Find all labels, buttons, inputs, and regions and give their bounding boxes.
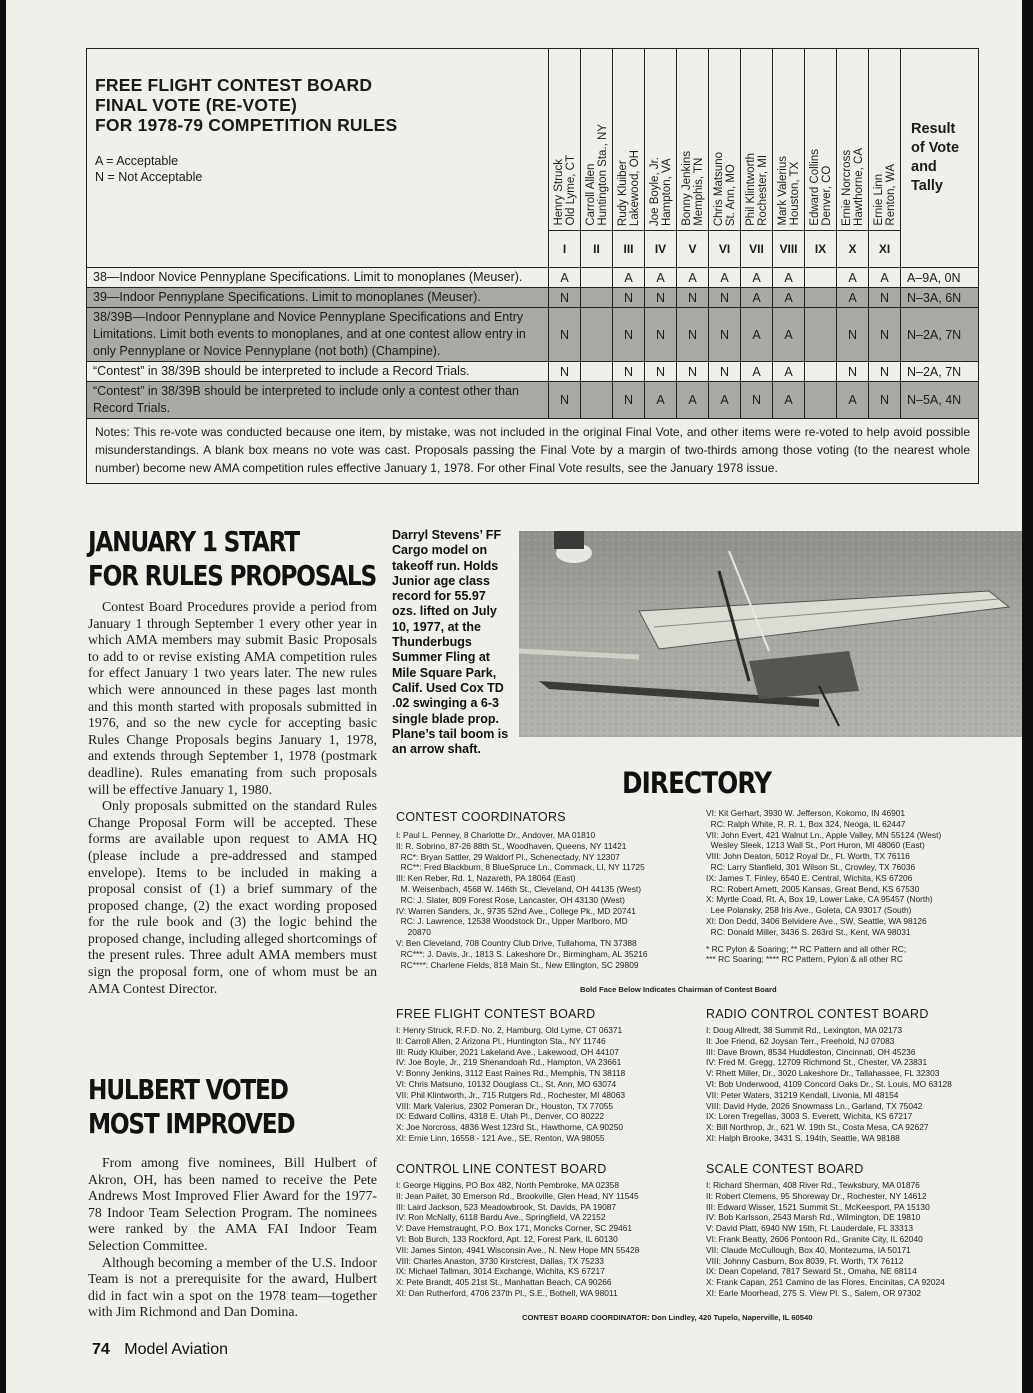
directory-entry: RC: Larry Stanfield, 301 Wilson St., Crowley, TX 76036 [706,861,916,872]
directory-entry: X: Myrtle Coad, Rt. A, Box 19, Lower Lake, CA 95457 (North) [706,894,933,905]
vote-cell [581,382,613,419]
result-header: Result of Vote and Tally [901,49,979,268]
directory-entry: RC: Donald Miller, 3436 S. 263rd St., Kent, WA 98031 [706,926,911,937]
vote-cell: N [677,362,709,382]
vote-cell: N [549,288,581,308]
directory-entry: XI: Dan Rutherford, 4706 237th Pl., S.E., Bothell, WA 98011 [396,1287,618,1298]
directory-entry: V: Dave Hemstraught, P.O. Box 171, Moncks Corner, SC 29461 [396,1223,633,1234]
scale-board-list [706,1180,1006,1299]
directory-entry: X: Frank Capan, 251 Camino de las Flores, Encinitas, CA 92024 [706,1277,945,1288]
vote-cell: A [773,382,805,419]
vote-cell: N [613,382,645,419]
directory-entry: X: Joe Norcross, 4836 West 123rd St., Hawthorne, CA 90250 [396,1122,624,1133]
directory-entry: IV: Bob Karlsson, 2543 Marsh Rd., Wilmington, DE 19810 [706,1212,921,1223]
directory-entry: V: Rhett Miller, Dr., 3020 Lakeshore Dr., Tallahassee, FL 32303 [706,1068,940,1079]
directory-entry: IX: Michael Tallman, 3014 Exchange, Wichita, KS 67217 [396,1266,605,1277]
member-name: Chris Matsuno St. Ann, MO [712,151,737,226]
directory-entry: * RC Pylon & Soaring; ** RC Pattern and all other RC; [706,943,907,954]
vote-cell: N [709,288,741,308]
member-header-cell [773,49,805,231]
directory-entry: VIII: John Deaton, 5012 Royal Dr., Ft. Worth, TX 76116 [706,851,910,862]
directory-entry: I: Henry Struck, R.F.D. No. 2, Hamburg, Old Lyme, CT 06371 [396,1025,623,1035]
vote-cell: A [613,268,645,288]
district-number: III [613,230,645,267]
vote-cell: A [677,268,709,288]
vote-cell: A [741,308,773,362]
district-number: VI [709,230,741,267]
directory-entry: RC**: Fred Blackburn, 8 BlueSpruce Ln., Commack, LI, NY 11725 [396,862,645,873]
vote-cell: N [741,382,773,419]
directory-entry: VI: Chris Matsuno, 10132 Douglass Ct., St. Ann, MO 63074 [396,1078,617,1089]
directory-entry: RC: Ralph White, R. R. 1, Box 324, Neoga, IL 62447 [706,818,906,829]
hulbert-article [88,1073,388,1141]
directory-entry: III: Rudy Kluiber, 2021 Lakeland Ave., Lakewood, OH 44107 [396,1046,619,1057]
vote-cell: A [837,268,869,288]
vote-cell: N [709,308,741,362]
vote-cell: A [773,268,805,288]
directory-entry: I: Richard Sherman, 408 River Rd., Tewksbury, MA 01876 [706,1180,920,1190]
vote-cell: A [773,362,805,382]
vote-cell: N [869,308,901,362]
vote-cell: N [549,362,581,382]
district-number: II [581,230,613,267]
directory-entry: V: David Platt, 6940 NW 15th, Ft. Lauderdale, FL 33313 [706,1223,914,1234]
directory-entry: II: Robert Clemens, 95 Shoreway Dr., Rochester, NY 14612 [706,1190,927,1201]
directory-entry: VI: Kit Gerhart, 3930 W. Jefferson, Kokomo, IN 46901 [706,808,906,818]
vote-cell: N [837,308,869,362]
vote-cell: A [741,268,773,288]
vote-cell: N [645,362,677,382]
directory-entry: *** RC Soaring; **** RC Pattern, Pylon & all other RC [706,954,903,965]
proposal-row [87,362,979,382]
directory-entry: IV: Fred M. Gregg, 12709 Richmond St., Chester, VA 23831 [706,1057,928,1068]
vote-cell: A [709,268,741,288]
member-name: Phil Klintworth Rochester, MI [744,152,769,226]
proposal-text: 39—Indoor Pennyplane Specifications. Limit to monoplanes (Meuser). [87,288,549,308]
directory-entry: VIII: David Hyde, 2026 Snowmass Ln., Garland, TX 75042 [706,1100,923,1111]
vote-cell [581,268,613,288]
member-name: Henry Struck Old Lyme, CT [552,155,577,226]
member-header-cell [581,49,613,231]
cargo-model-illustration [519,531,1022,737]
district-number: IX [805,230,837,267]
directory-title: DIRECTORY [622,766,772,800]
directory-entry: VIII: Johnny Casburn, Box 8039, Ft. Worth, TX 76112 [706,1255,904,1266]
radio-control-board-list [706,1025,1006,1144]
directory-entry: VII: Claude McCullough, Box 40, Montezuma, IA 50171 [706,1244,911,1255]
contest-coordinators-list-2 [706,808,1006,965]
vote-cell: A [741,362,773,382]
directory-entry: RC****: Charlene Fields, 818 Main St., New Ellington, SC 29809 [396,959,639,970]
directory-entry: VIII: Mark Valerius, 2302 Pomeran Dr., Houston, TX 77055 [396,1100,614,1111]
vote-cell [805,382,837,419]
vote-cell: N [677,308,709,362]
vote-cell: A [677,382,709,419]
directory-entry: M. Weisenbach, 4568 W. 146th St., Cleveland, OH 44135 (West) [396,883,642,894]
vote-cell [805,362,837,382]
member-header-cell [709,49,741,231]
directory-entry: III: Edward Wisser, 1521 Summit St., McKeesport, PA 15130 [706,1201,930,1212]
directory-entry: VII: John Evert, 421 Walnut Ln., Apple Valley, MN 55124 (West) [706,829,942,840]
directory-entry: I: Paul L. Penney, 8 Charlotte Dr., Andover, MA 01810 [396,830,596,840]
vote-table-title-cell [87,49,549,268]
directory-entry: VIII: Charles Anaston, 3730 Kirstcrest, Dallas, TX 75233 [396,1255,604,1266]
directory-entry: II: Joe Friend, 62 Joysan Terr., Freehold, NJ 07083 [706,1035,895,1046]
directory-entry: RC***: J. Davis, Jr., 1813 S. Lakeshore Dr., Birmingham, AL 35216 [396,948,648,959]
directory-entry: 20870 [396,927,431,938]
vote-table [86,48,979,484]
scale-board-title: SCALE CONTEST BOARD [706,1162,864,1176]
proposal-row [87,308,979,362]
member-name: Edward Collins Denver, CO [808,148,833,226]
directory-entry: IV: Warren Sanders, Jr., 9735 52nd Ave., College Pk., MD 20741 [396,905,636,916]
control-line-board-list [396,1180,696,1299]
directory-entry: Lee Polansky, 258 Iris Ave., Goleta, CA 93017 (South) [706,905,912,916]
directory-entry: XI: Don Dedd, 3406 Belvidere Ave., SW, Seattle, WA 98126 [706,915,927,926]
member-header-cell [741,49,773,231]
directory-entry: II: R. Sobrino, 87-26 88th St., Woodhaven, Queens, NY 11421 [396,840,627,851]
directory-entry: Wesley Sleek, 1213 Wall St., Port Huron, MI 48060 (East) [706,840,925,851]
directory-entry: VI: Frank Beatty, 2606 Pontoon Rd., Granite City, IL 62040 [706,1233,923,1244]
proposal-text: 38—Indoor Novice Pennyplane Specifications. Limit to monoplanes (Meuser). [87,268,549,288]
vote-cell: N [645,288,677,308]
directory-entry: IX: Dean Copeland, 7817 Seward St., Omaha, NE 68114 [706,1266,917,1277]
directory-entry: III: Dave Brown, 8534 Huddleston, Cincinnati, OH 45236 [706,1046,916,1057]
vote-cell: A [741,288,773,308]
vote-cell: A [709,382,741,419]
free-flight-board-list [396,1025,696,1144]
member-header-cell [869,49,901,231]
vote-tally: N–3A, 6N [901,288,979,308]
contest-coordinators-title: CONTEST COORDINATORS [396,810,566,824]
control-line-board-title: CONTROL LINE CONTEST BOARD [396,1162,607,1176]
free-flight-board-title: FREE FLIGHT CONTEST BOARD [396,1007,596,1021]
vote-cell: A [837,382,869,419]
vote-cell [805,268,837,288]
vote-cell [581,362,613,382]
bold-face-note: Bold Face Below Indicates Chairman of Contest Board [580,985,777,994]
directory-entry: IV: Joe Boyle, Jr., 219 Shenandoah Rd., Hampton, VA 23661 [396,1057,622,1068]
directory-entry: V: Ben Cleveland, 708 Country Club Drive, Tullahoma, TN 37388 [396,937,637,948]
directory-entry: RC: J. Lawrence, 12538 Woodstock Dr., Upper Marlboro, MD [396,916,628,927]
directory-entry: V: Bonny Jenkins, 3112 East Raines Rd., Memphis, TN 38118 [396,1068,626,1079]
proposal-row [87,288,979,308]
district-number: IV [645,230,677,267]
vote-tally: A–9A, 0N [901,268,979,288]
hulbert-body: From among five nominees, Bill Hulbert of Akron, OH, has been named to receive the Pete Andrews Most Improved Flier Award for the 1977-78 Indoor Team Selection Program. The nominees were ranked by the AMA FAI Indoor Team Selection Committee. Although becoming a member of the U.S. Indoor Team is not a prerequisite for the award, Hulbert did in fact win a spot on the 1978 team—together with Jim Richmond and Dan Domina. [88,1155,377,1320]
directory-entry: RC*: Bryan Sattler, 29 Waldorf Pl., Schenectady, NY 12307 [396,851,620,862]
directory-entry: II: Carroll Allen, 2 Arizona Pl., Huntington Sta., NY 11746 [396,1035,606,1046]
rules-proposals-body: Contest Board Procedures provide a period from January 1 through September 1 every other year in which AMA members may submit Basic Proposals to add to or revise existing AMA competition rules for effect January 1 two years later. The new rules which were announced in these pages last month and this month started with proposals submitted in 1976, and so the new cycle for accepting basic Rules Change Proposals begins January 1, 1978, and extends through September 1, 1978 (postmark deadline). Rules emanating from such proposals will be effective January 1, 1980. Only proposals submitted on the standard Rules Change Proposal Form will be accepted. These forms are available upon request to AMA HQ (please include a pre-addressed and stamped envelope). Items to be included in making a proposal consist of (1) a brief summary of the proposed change, (2) the exact wording proposed for the rule book and (3) the logic behind the proposed change, including alleged shortcomings of the present rules. Three adult AMA members must sign the proposal form, one of whom must be an AMA Contest Director. [88,599,377,996]
vote-cell: A [549,268,581,288]
district-number: VII [741,230,773,267]
directory-entry: VII: Phil Klintworth, Jr., 715 Rutgers Rd., Rochester, MI 48063 [396,1089,626,1100]
member-name: Mark Valerius Houston, TX [776,156,801,226]
directory-entry: XI: Halph Brooke, 3431 S. 194th, Seattle, WA 98188 [706,1132,900,1143]
member-name: Joe Boyle, Jr. Hampton, VA [648,156,673,226]
proposal-text: “Contest” in 38/39B should be interpreted to include a Record Trials. [87,362,549,382]
radio-control-board-title: RADIO CONTROL CONTEST BOARD [706,1007,929,1021]
member-header-cell [805,49,837,231]
proposal-text: “Contest” in 38/39B should be interpreted to include only a contest other than Record Trials. [87,382,549,419]
district-number: I [549,230,581,267]
directory-entry: VII: Peter Waters, 31219 Kendall, Livonia, MI 48154 [706,1089,899,1100]
directory-entry: VI: Bob Burch, 133 Rockford, Apt. 12, Forest Park, IL 60130 [396,1233,618,1244]
member-name: Bonny Jenkins Memphis, TN [680,150,705,226]
district-number: XI [869,230,901,267]
proposal-row [87,382,979,419]
vote-cell: A [837,288,869,308]
proposal-text: 38/39B—Indoor Pennyplane and Novice Pennyplane Specifications and Entry Limitations. Limit both events to monoplanes, and at one contest allow entry in only Pennyplane or Novice Pennyplane (not both) (Champine). [87,308,549,362]
vote-cell: N [677,288,709,308]
magazine-name: Model Aviation [124,1341,229,1358]
directory-entry: XI: Ernie Linn, 16558 - 121 Ave., SE, Renton, WA 98055 [396,1132,605,1143]
member-header-cell [677,49,709,231]
vote-cell [805,288,837,308]
vote-cell: N [869,382,901,419]
vote-cell: N [613,288,645,308]
member-header-cell [549,49,581,231]
vote-cell: N [613,362,645,382]
vote-cell: N [837,362,869,382]
vote-cell: N [549,382,581,419]
vote-cell: A [645,382,677,419]
vote-cell: N [645,308,677,362]
vote-cell: N [869,288,901,308]
vote-tally: N–2A, 7N [901,362,979,382]
member-name: Ernie Linn Renton, WA [872,164,897,226]
page-number: 74 [92,1341,110,1358]
vote-cell [581,308,613,362]
member-header-cell [645,49,677,231]
directory-entry: IX: Loren Tregellas, 3003 S. Everett, Wichita, KS 67217 [706,1111,913,1122]
contest-coordinators-list [396,830,696,970]
vote-legend: A = Acceptable N = Not Acceptable [95,154,203,184]
rules-proposals-headline: JANUARY 1 START FOR RULES PROPOSALS [88,525,376,592]
district-number: X [837,230,869,267]
vote-cell: N [549,308,581,362]
vote-cell: N [709,362,741,382]
contest-board-coordinator: CONTEST BOARD COORDINATOR: Don Lindley, 420 Tupelo, Naperville, IL 60540 [522,1313,813,1322]
hulbert-headline: HULBERT VOTED MOST IMPROVED [88,1073,295,1140]
page-footer [92,1341,228,1359]
vote-cell: A [773,288,805,308]
district-number: V [677,230,709,267]
directory-entry: X: Bill Northrop, Jr., 621 W. 19th St., Costa Mesa, CA 92627 [706,1122,929,1133]
directory-entry: IX: Edward Collins, 4318 E. Utah Pl., Denver, CO 80222 [396,1111,605,1122]
proposal-row [87,268,979,288]
vote-cell: N [613,308,645,362]
directory-entry: II: Jean Pailet, 30 Emerson Rd., Brookville, Glen Head, NY 11545 [396,1190,639,1201]
vote-cell: A [773,308,805,362]
member-header-cell [837,49,869,231]
cargo-model-photo [519,531,1022,737]
directory-entry: VI: Bob Underwood, 4109 Concord Oaks Dr., St. Louis, MO 63128 [706,1078,952,1089]
vote-notes: Notes: This re-vote was conducted because one item, by mistake, was not included in the original Final Vote, and other items were re-voted to help avoid possible misunderstandings. A blank box means no vote was cast. Proposals passing the Final Vote by a margin of two-thirds among those voting (to the nearest whole number) become new AMA competition rules effective January 1, 1978. For other Final Vote results, see the January 1978 issue. [87,419,979,484]
directory-entry: IV: Ron McNally, 6118 Bardu Ave., Springfield, VA 22152 [396,1212,606,1223]
directory-entry: RC: J. Slater, 809 Forest Rose, Lancaster, OH 43130 (West) [396,894,625,905]
directory-entry: III: Laird Jackson, 523 Meadowbrook, St. Davids, PA 19087 [396,1201,617,1212]
directory-entry: RC: Robert Arnett, 2005 Kansas, Great Bend, KS 67530 [706,883,920,894]
vote-cell [581,288,613,308]
directory-entry: I: George Higgins, PO Box 482, North Pembroke, MA 02358 [396,1180,619,1190]
directory-entry: XI: Earle Moorhead, 275 S. View Pl. S., Salem, OR 97302 [706,1287,921,1298]
directory-entry: III: Ken Reber, Rd. 1, Nazareth, PA 18064 (East) [396,873,576,884]
vote-cell: N [869,362,901,382]
member-name: Ernie Norcross Hawthorne, CA [840,147,865,226]
photo-caption: Darryl Stevens’ FF Cargo model on takeoff run. Holds Junior age class record for 55.97 ozs. lifted on July 10, 1977, at the Thunderbugs Summer Fling at Mile Square Park, Calif. Used Cox TD .02 swinging a 6-3 single blade prop. Plane’s tail boom is an arrow shaft. [392,528,509,757]
member-name: Rudy Kluiber Lakewood, OH [616,149,641,226]
member-header-cell [613,49,645,231]
directory-entry: IX: James T. Finley, 6540 E. Central, Wichita, KS 67206 [706,872,913,883]
directory-entry: VII: James Sinton, 4941 Wisconsin Ave., N. New Hope MN 55428 [396,1244,640,1255]
vote-table-title: FREE FLIGHT CONTEST BOARD FINAL VOTE (RE-VOTE) FOR 1978-79 COMPETITION RULES [95,75,398,135]
member-name: Carroll Allen Huntington Sta., NY [584,124,609,226]
vote-tally: N–5A, 4N [901,382,979,419]
district-number: VIII [773,230,805,267]
vote-tally: N–2A, 7N [901,308,979,362]
directory-entry: X: Pete Brandt, 405 21st St., Manhattan Beach, CA 90266 [396,1277,612,1288]
rules-proposals-article [88,525,388,593]
vote-cell [805,308,837,362]
directory-entry: I: Doug Allredt, 38 Summit Rd., Lexington, MA 02173 [706,1025,902,1035]
vote-cell: A [869,268,901,288]
vote-cell: A [645,268,677,288]
